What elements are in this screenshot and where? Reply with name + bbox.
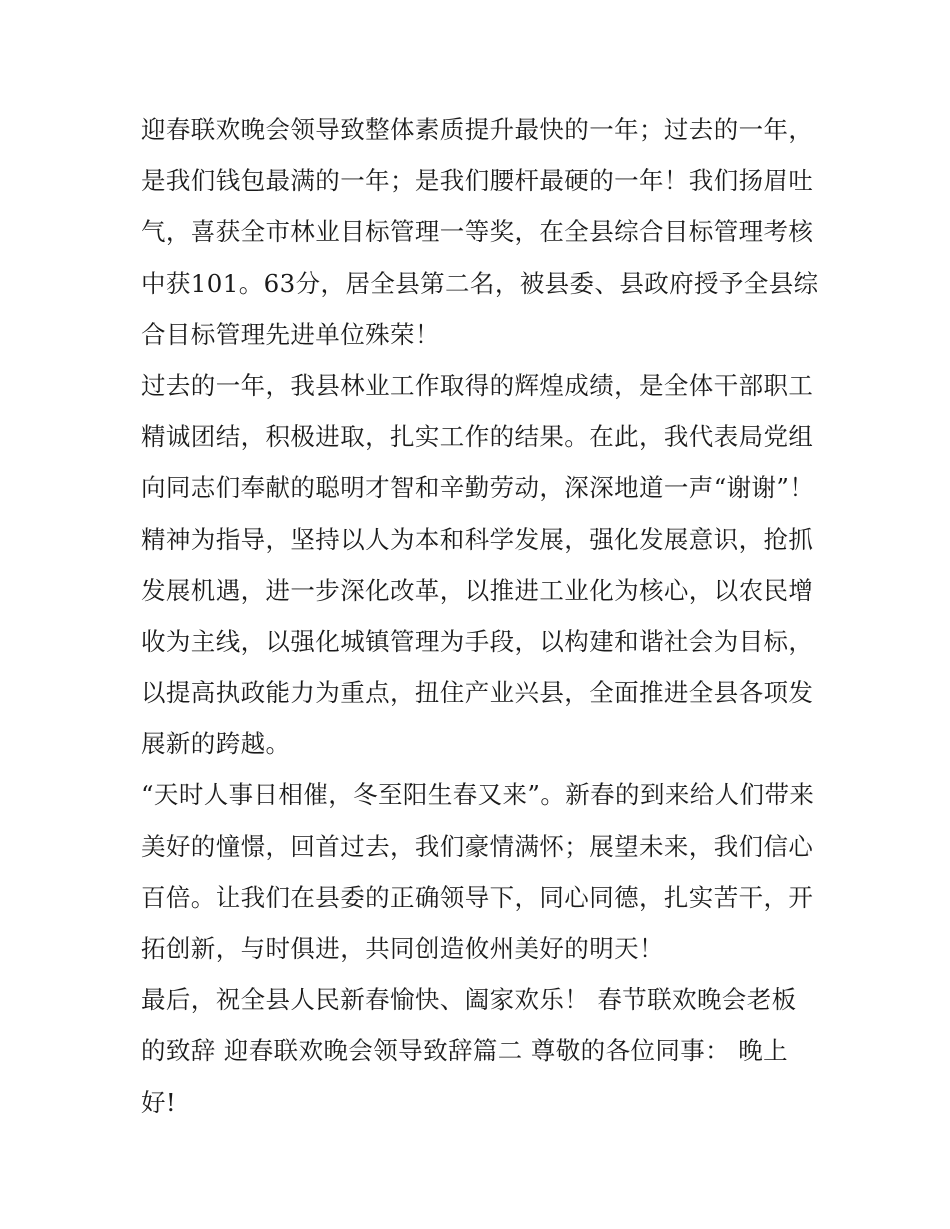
text-line: 是我们钱包最满的一年；是我们腰杆最硬的一年！我们扬眉吐	[141, 166, 814, 196]
text-line: “天时人事日相催，冬至阳生春又来”。新春的到来给人们带来	[141, 780, 815, 810]
text-line: 好!	[141, 1087, 177, 1117]
text-line: 合目标管理先进单位殊荣！	[141, 319, 440, 349]
text-line: 以提高执政能力为重点，扭住产业兴县，全面推进全县各项发	[141, 678, 814, 708]
text-line: 的致辞 迎春联欢晚会领导致辞篇二 尊敬的各位同事： 晚上	[141, 1036, 789, 1066]
text-line: 最后，祝全县人民新春愉快、阖家欢乐！ 春节联欢晚会老板	[141, 985, 797, 1015]
text-line: 百倍。让我们在县委的正确领导下，同心同德，扎实苦干，开	[141, 882, 814, 912]
text-line: 美好的憧憬，回首过去，我们豪情满怀；展望未来，我们信心	[141, 831, 814, 861]
text-line: 收为主线，以强化城镇管理为手段，以构建和谐社会为目标，	[141, 626, 814, 656]
text-line: 向同志们奉献的聪明才智和辛勤劳动，深深地道一声“谢谢”！	[141, 473, 815, 503]
text-line: 气，喜获全市林业目标管理一等奖，在全县综合目标管理考核	[141, 217, 814, 247]
text-line: 拓创新，与时俱进，共同创造攸州美好的明天！	[141, 934, 664, 963]
text-line: 展新的跨越。	[141, 729, 291, 759]
document-body	[141, 104, 821, 1128]
text-line: 中获101。63分，居全县第二名，被县委、县政府授予全县综	[141, 268, 819, 298]
text-line: 迎春联欢晚会领导致整体素质提升最快的一年；过去的一年，	[141, 115, 814, 144]
text-line: 过去的一年，我县林业工作取得的辉煌成绩，是全体干部职工	[141, 370, 814, 400]
text-line: 精诚团结，积极进取，扎实工作的结果。在此，我代表局党组	[141, 422, 814, 452]
text-line: 精神为指导，坚持以人为本和科学发展，强化发展意识，抢抓	[141, 524, 814, 554]
text-line: 发展机遇，进一步深化改革，以推进工业化为核心，以农民增	[141, 575, 814, 605]
